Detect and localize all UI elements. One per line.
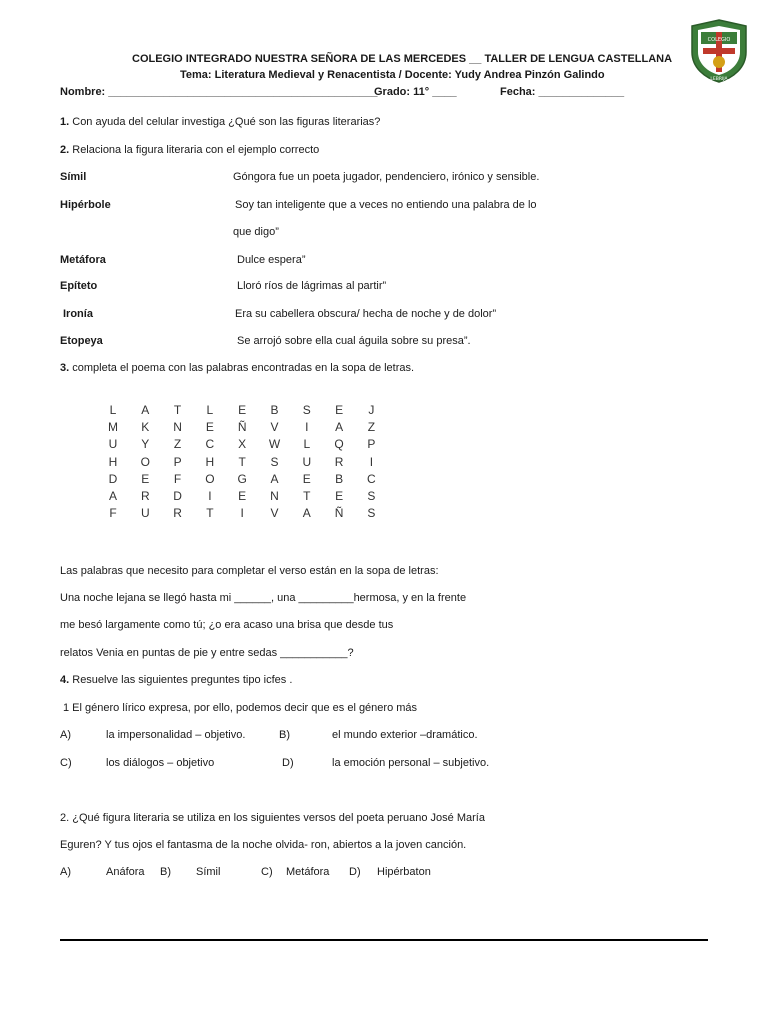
grid-letter: J [368, 403, 375, 417]
grid-letter: T [173, 403, 182, 417]
grid-letter: O [205, 471, 215, 486]
figure-label: Ironía [63, 308, 93, 320]
option-letter: D) [349, 866, 361, 878]
example-text: que digo” [233, 226, 279, 238]
question-number: 2. [60, 144, 70, 156]
option-text: Anáfora [106, 866, 145, 878]
grid-letter: I [240, 506, 244, 521]
grid-letter: U [302, 454, 312, 469]
grid-letter: T [303, 489, 311, 503]
svg-text:LEBRIJA: LEBRIJA [710, 77, 728, 82]
figure-label: Hipérbole [60, 199, 111, 211]
header-title: COLEGIO INTEGRADO NUESTRA SEÑORA DE LAS MERCEDES __ TALLER DE LENGUA CASTELLANA [132, 53, 673, 65]
grid-letter: P [367, 437, 376, 452]
grid-letter: F [109, 506, 117, 521]
option-letter: C) [261, 866, 273, 878]
grid-letter: V [270, 420, 279, 435]
question-number: 3. [60, 362, 70, 374]
option-text: la emoción personal – subjetivo. [332, 757, 490, 769]
grid-letter: L [206, 403, 214, 417]
question-3 [60, 362, 414, 374]
grid-letter: D [108, 471, 118, 486]
grid-letter: A [108, 489, 117, 503]
grid-letter: Z [173, 437, 182, 452]
grid-letter: A [302, 506, 311, 521]
grid-letter: B [335, 471, 344, 486]
example-text: Era su cabellera obscura/ hecha de noche y de dolor” [235, 308, 497, 320]
figure-label: Símil [60, 171, 87, 183]
question-text: Resuelve las siguientes preguntes tipo icfes . [72, 674, 293, 686]
grid-letter: I [208, 489, 212, 503]
item-2-stem: Eguren? Y tus ojos el fantasma de la noche olvida- ron, abiertos a la joven canción. [60, 839, 467, 851]
grid-letter: N [270, 489, 279, 503]
option-letter: D) [282, 757, 294, 769]
question-4 [60, 674, 292, 686]
option-letter: B) [279, 729, 290, 741]
item-1-stem: 1 El género lírico expresa, por ello, podemos decir que es el género más [63, 702, 418, 714]
grid-letter: C [205, 437, 215, 452]
grid-letter: M [108, 420, 118, 435]
question-text: Con ayuda del celular investiga ¿Qué son las figuras literarias? [72, 116, 381, 128]
grid-letter: Ñ [237, 420, 247, 435]
grid-letter: E [335, 403, 344, 417]
grid-letter: B [270, 403, 279, 417]
option-text: Metáfora [286, 866, 330, 878]
grid-letter: A [270, 471, 279, 486]
grid-letter: V [270, 506, 279, 521]
option-text: el mundo exterior –dramático. [332, 729, 478, 741]
grid-letter: H [205, 454, 215, 469]
grid-letter: X [238, 437, 247, 452]
grid-letter: R [334, 454, 344, 469]
grid-letter: P [173, 454, 182, 469]
poem-instruction: Las palabras que necesito para completar el verso están en la sopa de letras: [60, 565, 439, 577]
grid-letter: Z [367, 420, 376, 435]
grid-letter: S [270, 454, 279, 469]
grid-letter: S [302, 403, 311, 417]
grid-letter: T [206, 506, 214, 521]
grid-letter: E [238, 489, 247, 503]
question-number: 4. [60, 674, 70, 686]
option-letter: C) [60, 757, 72, 769]
example-text: Dulce espera” [237, 254, 306, 266]
grid-letter: R [173, 506, 182, 521]
grid-letter: E [205, 420, 214, 435]
figure-label: Epíteto [60, 280, 98, 292]
grid-letter: H [108, 454, 118, 469]
svg-text:COLEGIO: COLEGIO [707, 37, 731, 43]
grid-letter: A [335, 420, 344, 435]
example-text: Góngora fue un poeta jugador, pendenciero, irónico y sensible. [233, 171, 540, 183]
grid-letter: E [238, 403, 247, 417]
question-text: Relaciona la figura literaria con el ejemplo correcto [72, 144, 320, 156]
header-subtitle: Tema: Literatura Medieval y Renacentista / Docente: Yudy Andrea Pinzón Galindo [180, 69, 605, 81]
example-text: Lloró ríos de lágrimas al partir” [237, 280, 387, 292]
poem-line: relatos Venia en puntas de pie y entre sedas ___________? [60, 647, 354, 659]
grid-letter: R [140, 489, 150, 503]
example-text: Soy tan inteligente que a veces no entiendo una palabra de lo [235, 199, 537, 211]
grid-letter: N [173, 420, 182, 435]
question-1 [60, 116, 380, 128]
grid-letter: E [302, 471, 311, 486]
grid-letter: U [140, 506, 150, 521]
grade-field: Grado: 11° ____ [374, 86, 457, 98]
option-letter: B) [160, 866, 171, 878]
grid-letter: E [335, 489, 344, 503]
option-letter: A) [60, 729, 71, 741]
option-text: los diálogos – objetivo [106, 757, 215, 769]
option-text: Símil [196, 866, 221, 878]
grid-letter: I [369, 454, 374, 469]
name-field: Nombre: ____________________________________________ [60, 86, 378, 98]
grid-letter: U [108, 437, 118, 452]
grid-letter: S [367, 489, 376, 503]
grid-letter: F [173, 471, 182, 486]
figure-label: Etopeya [60, 335, 103, 347]
grid-letter: W [268, 437, 281, 452]
grid-letter: Ñ [334, 506, 344, 521]
question-2 [60, 144, 319, 156]
question-number: 1. [60, 116, 70, 128]
grid-letter: S [367, 506, 376, 521]
grid-letter: G [237, 471, 247, 486]
grid-letter: C [367, 471, 376, 486]
example-text: Se arrojó sobre ella cual águila sobre su presa”. [237, 335, 471, 347]
grid-letter: I [305, 420, 309, 435]
option-text: la impersonalidad – objetivo. [106, 729, 246, 741]
question-text: completa el poema con las palabras encontradas en la sopa de letras. [72, 362, 415, 374]
grid-letter: A [141, 403, 150, 417]
grid-letter: L [303, 437, 311, 452]
grid-letter: T [238, 454, 246, 469]
option-text: Hipérbaton [377, 866, 431, 878]
grid-letter: L [109, 403, 117, 417]
figure-label: Metáfora [60, 254, 106, 266]
option-letter: A) [60, 866, 71, 878]
grid-letter: D [173, 489, 182, 503]
item-2-stem: 2. ¿Qué figura literaria se utiliza en los siguientes versos del poeta peruano José María [60, 812, 485, 824]
bottom-divider [60, 939, 708, 941]
poem-line: me besó largamente como tú; ¿o era acaso una brisa que desde tus [60, 619, 394, 631]
school-crest-logo [688, 18, 750, 84]
grid-letter: E [141, 471, 150, 486]
poem-line: Una noche lejana se llegó hasta mi ______, una _________hermosa, y en la frente [60, 592, 467, 604]
date-field: Fecha: ______________ [500, 86, 625, 98]
grid-letter: K [141, 420, 150, 435]
grid-letter: Y [141, 437, 150, 452]
grid-letter: Q [334, 437, 344, 452]
grid-letter: O [140, 454, 150, 469]
